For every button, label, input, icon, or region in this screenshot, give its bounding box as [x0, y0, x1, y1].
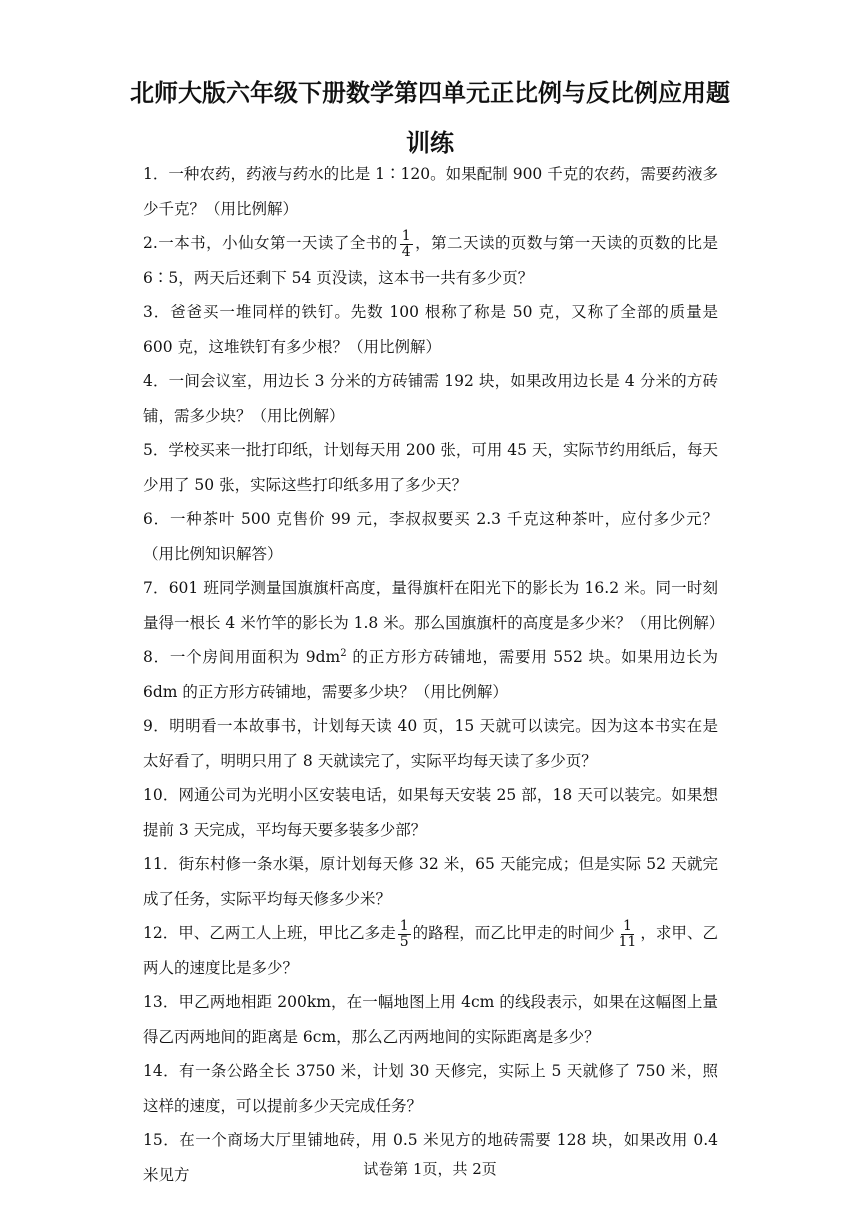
fraction-numerator: 1 [401, 227, 411, 244]
question-15: 15．在一个商场大厅里铺地砖，用 0.5 米见方的地砖需要 128 块，如果改用 0.4 米见方 [143, 1131, 718, 1184]
fraction-one-fifth [398, 919, 411, 950]
question-2-text-start: 2.一本书，小仙女第一天读了全书的 [143, 234, 398, 252]
question-12 [143, 916, 718, 985]
question-2-text-end: ，第二天读的页数与第一天读的页数的比是 6∶5，两天后还剩下 54 页没读，这本书一共有多少页？ [143, 234, 718, 287]
fraction-denominator: 11 [618, 933, 637, 950]
question-10: 10．网通公司为光明小区安装电话，如果每天安装 25 部，18 天可以装完。如果想提前 3 天完成，平均每天要多装多少部？ [143, 786, 718, 839]
question-8-text-end: 的正方形方砖铺地，需要用 552 块。如果用边长为 6dm 的正方形方砖铺地，需要多少块？（用比例解） [143, 648, 718, 701]
question-8 [143, 640, 718, 709]
fraction-denominator: 5 [399, 933, 409, 950]
question-12-text-b: 的路程，而乙比甲走的时间少 [412, 924, 615, 942]
question-3: 3．爸爸买一堆同样的铁钉。先数 100 根称了称是 50 克，又称了全部的质量是 600 克，这堆铁钉有多少根？（用比例解） [143, 303, 718, 356]
page-footer: 试卷第 1页，共 2页 [363, 1160, 497, 1178]
fraction-one-eleventh [617, 919, 639, 950]
question-1: 1．一种农药，药液与药水的比是 1∶120。如果配制 900 千克的农药，需要药液多少千克？（用比例解） [143, 165, 718, 218]
question-list [143, 157, 725, 1192]
superscript-squared: 2 [340, 647, 347, 659]
question-12-text-c: ，求甲、乙两人的速度比是多少？ [143, 924, 718, 977]
question-14: 14．有一条公路全长 3750 米，计划 30 天修完，实际上 5 天就修了 750 米，照这样的速度，可以提前多少天完成任务？ [143, 1062, 718, 1115]
fraction-one-quarter [400, 229, 413, 260]
fraction-numerator: 1 [399, 917, 409, 934]
question-5: 5．学校买来一批打印纸，计划每天用 200 张，可用 45 天，实际节约用纸后，每天少用了 50 张，实际这些打印纸多用了多少天？ [143, 441, 718, 494]
question-6: 6．一种茶叶 500 克售价 99 元，李叔叔要买 2.3 千克这种茶叶，应付多少元？（用比例知识解答） [143, 510, 718, 563]
fraction-denominator: 4 [401, 243, 411, 260]
question-2 [143, 226, 718, 295]
page-title: 北师大版六年级下册数学第四单元正比例与反比例应用题训练 [130, 79, 730, 157]
question-13: 13．甲乙两地相距 200km，在一幅地图上用 4cm 的线段表示，如果在这幅图上量得乙丙两地间的距离是 6cm，那么乙丙两地间的实际距离是多少？ [143, 993, 718, 1046]
question-8-text-start: 8．一个房间用面积为 9dm [143, 648, 341, 666]
question-9: 9．明明看一本故事书，计划每天读 40 页，15 天就可以读完。因为这本书实在是太好看了，明明只用了 8 天就读完了，实际平均每天读了多少页？ [143, 717, 718, 770]
question-7: 7．601 班同学测量国旗旗杆高度，量得旗杆在阳光下的影长为 16.2 米。同一时刻量得一根长 4 米竹竿的影长为 1.8 米。那么国旗旗杆的高度是多少米？（用比例解） [143, 579, 725, 632]
question-4: 4．一间会议室，用边长 3 分米的方砖铺需 192 块，如果改用边长是 4 分米的方砖铺，需多少块？（用比例解） [143, 372, 718, 425]
question-11: 11．街东村修一条水渠，原计划每天修 32 米，65 天能完成；但是实际 52 天就完成了任务，实际平均每天修多少米？ [143, 855, 718, 908]
question-12-text-a: 12．甲、乙两工人上班，甲比乙多走 [143, 924, 396, 942]
fraction-numerator: 1 [622, 917, 632, 934]
